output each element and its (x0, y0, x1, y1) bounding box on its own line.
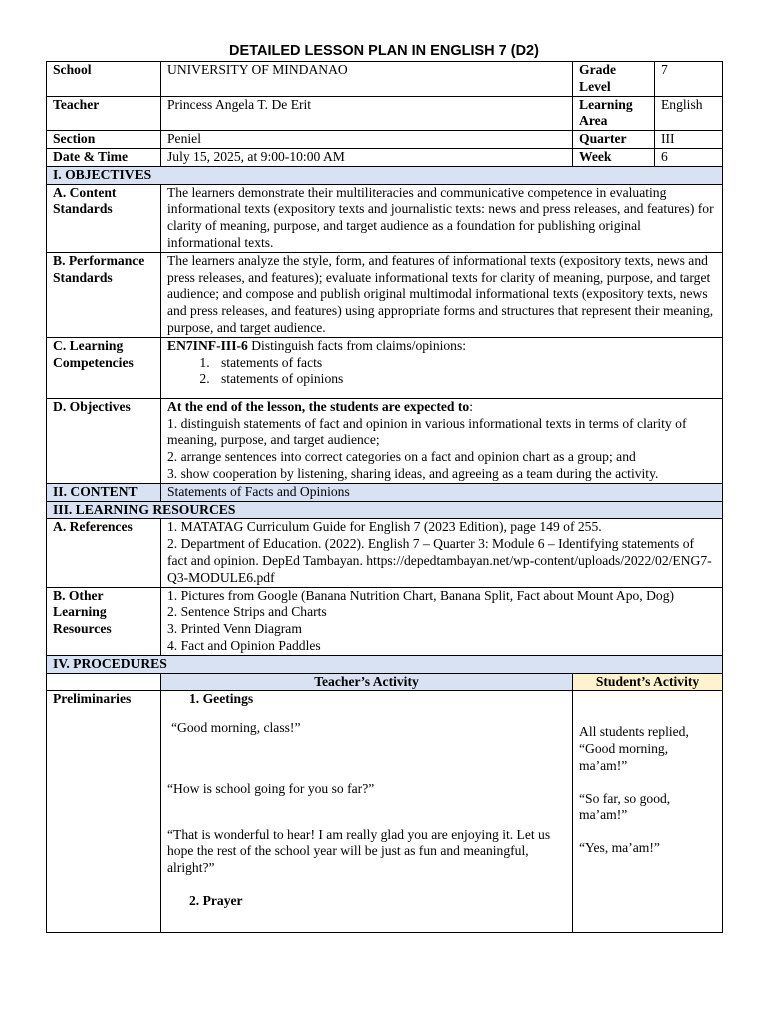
week-value: 6 (655, 148, 723, 166)
document-title: DETAILED LESSON PLAN IN ENGLISH 7 (D2) (229, 43, 539, 59)
competency-code: EN7INF-III-6 (167, 337, 248, 353)
reference-2: 2. Department of Education. (2022). English 7 – Quarter 3: Module 6 – Identifying statements of fact and opinion. DepEd Tambayan. https://depedtambayan.net/wp-content/uploads/2022/02/ENG7-Q3-MODULE6.pdf (167, 536, 712, 585)
other-resource-3: 3. Printed Venn Diagram (167, 621, 302, 637)
list-item: 2. statements of opinions (213, 371, 716, 388)
procedures-heading: IV. PROCEDURES (47, 655, 723, 673)
teacher-activity-cell (161, 691, 573, 933)
performance-standards-row (47, 252, 723, 337)
references-label: A. References (47, 519, 161, 587)
teacher-label: Teacher (47, 96, 161, 131)
teacher-activity-header: Teacher’s Activity (161, 673, 573, 691)
objective-2: 2. arrange sentences into correct categories on a fact and opinion chart as a group; and (167, 449, 636, 465)
reference-1: 1. MATATAG Curriculum Guide for English 7 (2023 Edition), page 149 of 255. (167, 519, 602, 535)
lesson-plan-table (46, 61, 723, 933)
other-resources-label: B. Other Learning Resources (47, 587, 161, 655)
objectives-intro-line (167, 399, 716, 416)
content-standards-text: The learners demonstrate their multiliteracies and communicative competence in evaluating informational texts (expository texts and journalistic texts: news and press releases, and features) for clarity of meaning, purpose, and target audience as a foundation for publishing original informational texts. (161, 184, 723, 252)
student-line-1: All students replied, “Good morning, ma’am!” (579, 724, 689, 773)
objective-3: 3. show cooperation by listening, sharing ideas, and agreeing as a team during the activity. (167, 465, 659, 481)
preliminaries-row (47, 691, 723, 933)
student-activity-cell (573, 691, 723, 933)
date-time-label: Date & Time (47, 148, 161, 166)
teacher-line-3: “That is wonderful to hear! I am really glad you are enjoying it. Let us hope the rest of the school year will be just as fun and meaningful, alright?” (167, 826, 551, 876)
other-resource-1: 1. Pictures from Google (Banana Nutrition Chart, Banana Split, Fact about Mount Apo, Dog) (167, 587, 675, 603)
competency-list (167, 355, 716, 389)
competency-text: Distinguish facts from claims/opinions: (247, 337, 467, 353)
references-row (47, 519, 723, 587)
date-time-value: July 15, 2025, at 9:00-10:00 AM (161, 148, 573, 166)
objectives-row (47, 398, 723, 483)
teacher-value: Princess Angela T. De Erit (161, 96, 573, 131)
other-resources-cell (161, 587, 723, 655)
preliminaries-label: Preliminaries (47, 691, 161, 933)
objectives-colon: : (469, 398, 473, 414)
section-row (47, 131, 723, 149)
objectives-label: D. Objectives (47, 398, 161, 483)
content-value: Statements of Facts and Opinions (161, 483, 723, 501)
week-label: Week (573, 148, 655, 166)
activity-columns-row (47, 673, 723, 691)
student-line-2: “So far, so good, ma’am!” (579, 790, 671, 823)
learning-competencies-label: C. Learning Competencies (47, 337, 161, 398)
learning-competencies-cell (161, 337, 723, 398)
list-item: 1. statements of facts (213, 355, 716, 372)
student-line-3: “Yes, ma’am!” (579, 840, 660, 856)
resources-heading: III. LEARNING RESOURCES (47, 501, 723, 519)
date-row (47, 148, 723, 166)
performance-standards-text: The learners analyze the style, form, and features of informational texts (expository texts, news and press releases, and features); evaluate informational texts for clarity of meaning, purpose, and target audience; and compose and publish original multimodal informational texts (expository texts, news and press releases, and features) using appropriate forms and structures that represent their meaning, purpose, and target audience. (161, 252, 723, 337)
procedures-heading-row (47, 655, 723, 673)
objectives-cell (161, 398, 723, 483)
student-activity-header: Student’s Activity (573, 673, 723, 691)
objectives-heading-row (47, 166, 723, 184)
learning-competencies-row (47, 337, 723, 398)
teacher-row (47, 96, 723, 131)
content-row (47, 483, 723, 501)
resources-heading-row (47, 501, 723, 519)
content-standards-label: A. Content Standards (47, 184, 161, 252)
performance-standards-label: B. Performance Standards (47, 252, 161, 337)
quarter-label: Quarter (573, 131, 655, 149)
other-resource-2: 2. Sentence Strips and Charts (167, 604, 327, 620)
school-label: School (47, 62, 161, 97)
objectives-heading: I. OBJECTIVES (47, 166, 723, 184)
teacher-line-2: “How is school going for you so far?” (167, 780, 375, 796)
greetings-title: 1. Geetings (189, 691, 254, 707)
other-resources-row (47, 587, 723, 655)
section-value: Peniel (161, 131, 573, 149)
school-value: UNIVERSITY OF MINDANAO (161, 62, 573, 97)
objectives-intro: At the end of the lesson, the students are expected to (167, 398, 470, 414)
teacher-line-1: “Good morning, class!” (171, 720, 301, 736)
section-label: Section (47, 131, 161, 149)
grade-level-label: Grade Level (573, 62, 655, 97)
references-cell (161, 519, 723, 587)
school-row (47, 62, 723, 97)
content-heading: II. CONTENT (47, 483, 161, 501)
learning-area-label: Learning Area (573, 96, 655, 131)
quarter-value: III (655, 131, 723, 149)
other-resource-4: 4. Fact and Opinion Paddles (167, 637, 321, 653)
grade-level-value: 7 (655, 62, 723, 97)
learning-area-value: English (655, 96, 723, 131)
objective-1: 1. distinguish statements of fact and opinion in various informational texts in terms of clarity of meaning, purpose, and target audience; (167, 415, 687, 448)
prayer-title: 2. Prayer (189, 893, 243, 909)
activity-blank-cell (47, 673, 161, 691)
content-standards-row (47, 184, 723, 252)
